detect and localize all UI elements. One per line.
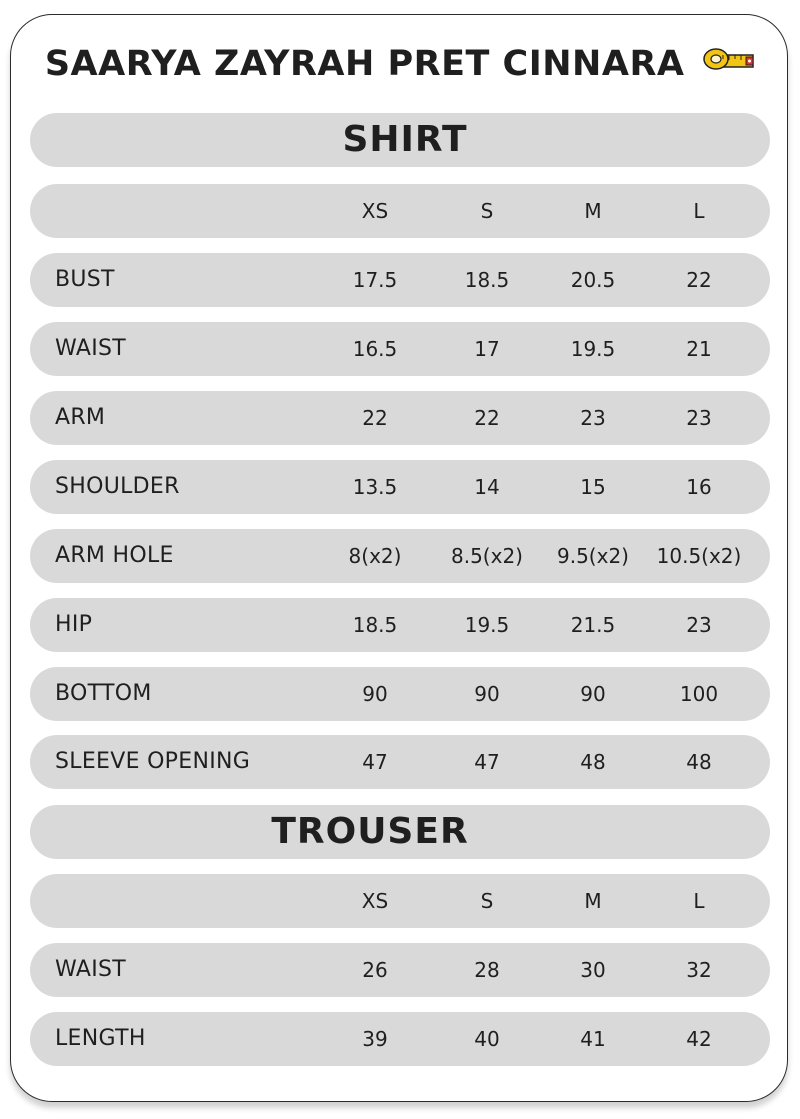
table-cell: 17.5 — [352, 268, 398, 292]
size-header-xs: XS — [361, 889, 389, 913]
measuring-tape-icon — [703, 39, 755, 83]
table-cell: 13.5 — [352, 475, 398, 499]
shirt-heading: SHIRT — [342, 119, 468, 160]
table-cell: 14 — [474, 475, 500, 499]
table-row — [30, 460, 770, 514]
table-cell: 23 — [686, 406, 712, 430]
table-cell: 19.5 — [464, 613, 510, 637]
table-row — [30, 943, 770, 997]
table-cell: 18.5 — [464, 268, 510, 292]
table-cell: 30 — [580, 958, 606, 982]
row-label-hip: HIP — [55, 612, 93, 637]
table-cell: 90 — [362, 682, 388, 706]
table-cell: 20.5 — [570, 268, 616, 292]
table-row — [30, 253, 770, 307]
table-cell: 16 — [686, 475, 712, 499]
size-header-s: S — [480, 199, 494, 223]
table-row — [30, 598, 770, 652]
table-cell: 40 — [474, 1027, 500, 1051]
size-header-m: M — [584, 889, 602, 913]
table-cell: 47 — [362, 750, 388, 774]
size-header-m: M — [584, 199, 602, 223]
shirt-section-header — [30, 113, 770, 167]
table-row — [30, 529, 770, 583]
table-cell: 21 — [686, 337, 712, 361]
size-header-xs: XS — [361, 199, 389, 223]
table-cell: 48 — [580, 750, 606, 774]
size-header-l: L — [693, 889, 705, 913]
row-label-length: LENGTH — [55, 1026, 146, 1051]
table-cell: 26 — [362, 958, 388, 982]
table-cell: 23 — [686, 613, 712, 637]
table-cell: 22 — [686, 268, 712, 292]
table-cell: 42 — [686, 1027, 712, 1051]
table-row — [30, 322, 770, 376]
table-cell: 15 — [580, 475, 606, 499]
row-label-sleeve-opening: SLEEVE OPENING — [55, 749, 251, 774]
table-cell: 22 — [474, 406, 500, 430]
shirt-size-header-row — [30, 184, 770, 238]
table-cell: 90 — [580, 682, 606, 706]
row-label-bust: BUST — [55, 267, 115, 292]
table-cell: 18.5 — [352, 613, 398, 637]
table-cell: 9.5(x2) — [557, 544, 629, 568]
table-cell: 16.5 — [352, 337, 398, 361]
chart-title: SAARYA ZAYRAH PRET CINNARA — [44, 44, 685, 84]
trouser-heading: TROUSER — [271, 811, 469, 852]
table-cell: 17 — [474, 337, 500, 361]
table-cell: 19.5 — [570, 337, 616, 361]
table-cell: 21.5 — [570, 613, 616, 637]
row-label-bottom: BOTTOM — [55, 681, 152, 706]
table-cell: 47 — [474, 750, 500, 774]
table-cell: 39 — [362, 1027, 388, 1051]
table-row — [30, 735, 770, 789]
row-label-waist: WAIST — [55, 957, 126, 982]
row-label-arm-hole: ARM HOLE — [55, 543, 174, 568]
chart-title-line — [0, 42, 800, 87]
table-cell: 8.5(x2) — [451, 544, 523, 568]
table-cell: 23 — [580, 406, 606, 430]
table-cell: 32 — [686, 958, 712, 982]
row-label-shoulder: SHOULDER — [55, 474, 180, 499]
trouser-section-header — [30, 805, 770, 859]
table-cell: 8(x2) — [348, 544, 402, 568]
table-row — [30, 1012, 770, 1066]
size-header-s: S — [480, 889, 494, 913]
table-row — [30, 391, 770, 445]
size-header-l: L — [693, 199, 705, 223]
table-cell: 28 — [474, 958, 500, 982]
trouser-size-header-row — [30, 874, 770, 928]
row-label-waist: WAIST — [55, 336, 126, 361]
table-cell: 10.5(x2) — [656, 544, 742, 568]
table-cell: 22 — [362, 406, 388, 430]
table-cell: 100 — [679, 682, 719, 706]
table-cell: 90 — [474, 682, 500, 706]
table-row — [30, 667, 770, 721]
row-label-arm: ARM — [55, 405, 106, 430]
table-cell: 41 — [580, 1027, 606, 1051]
table-cell: 48 — [686, 750, 712, 774]
